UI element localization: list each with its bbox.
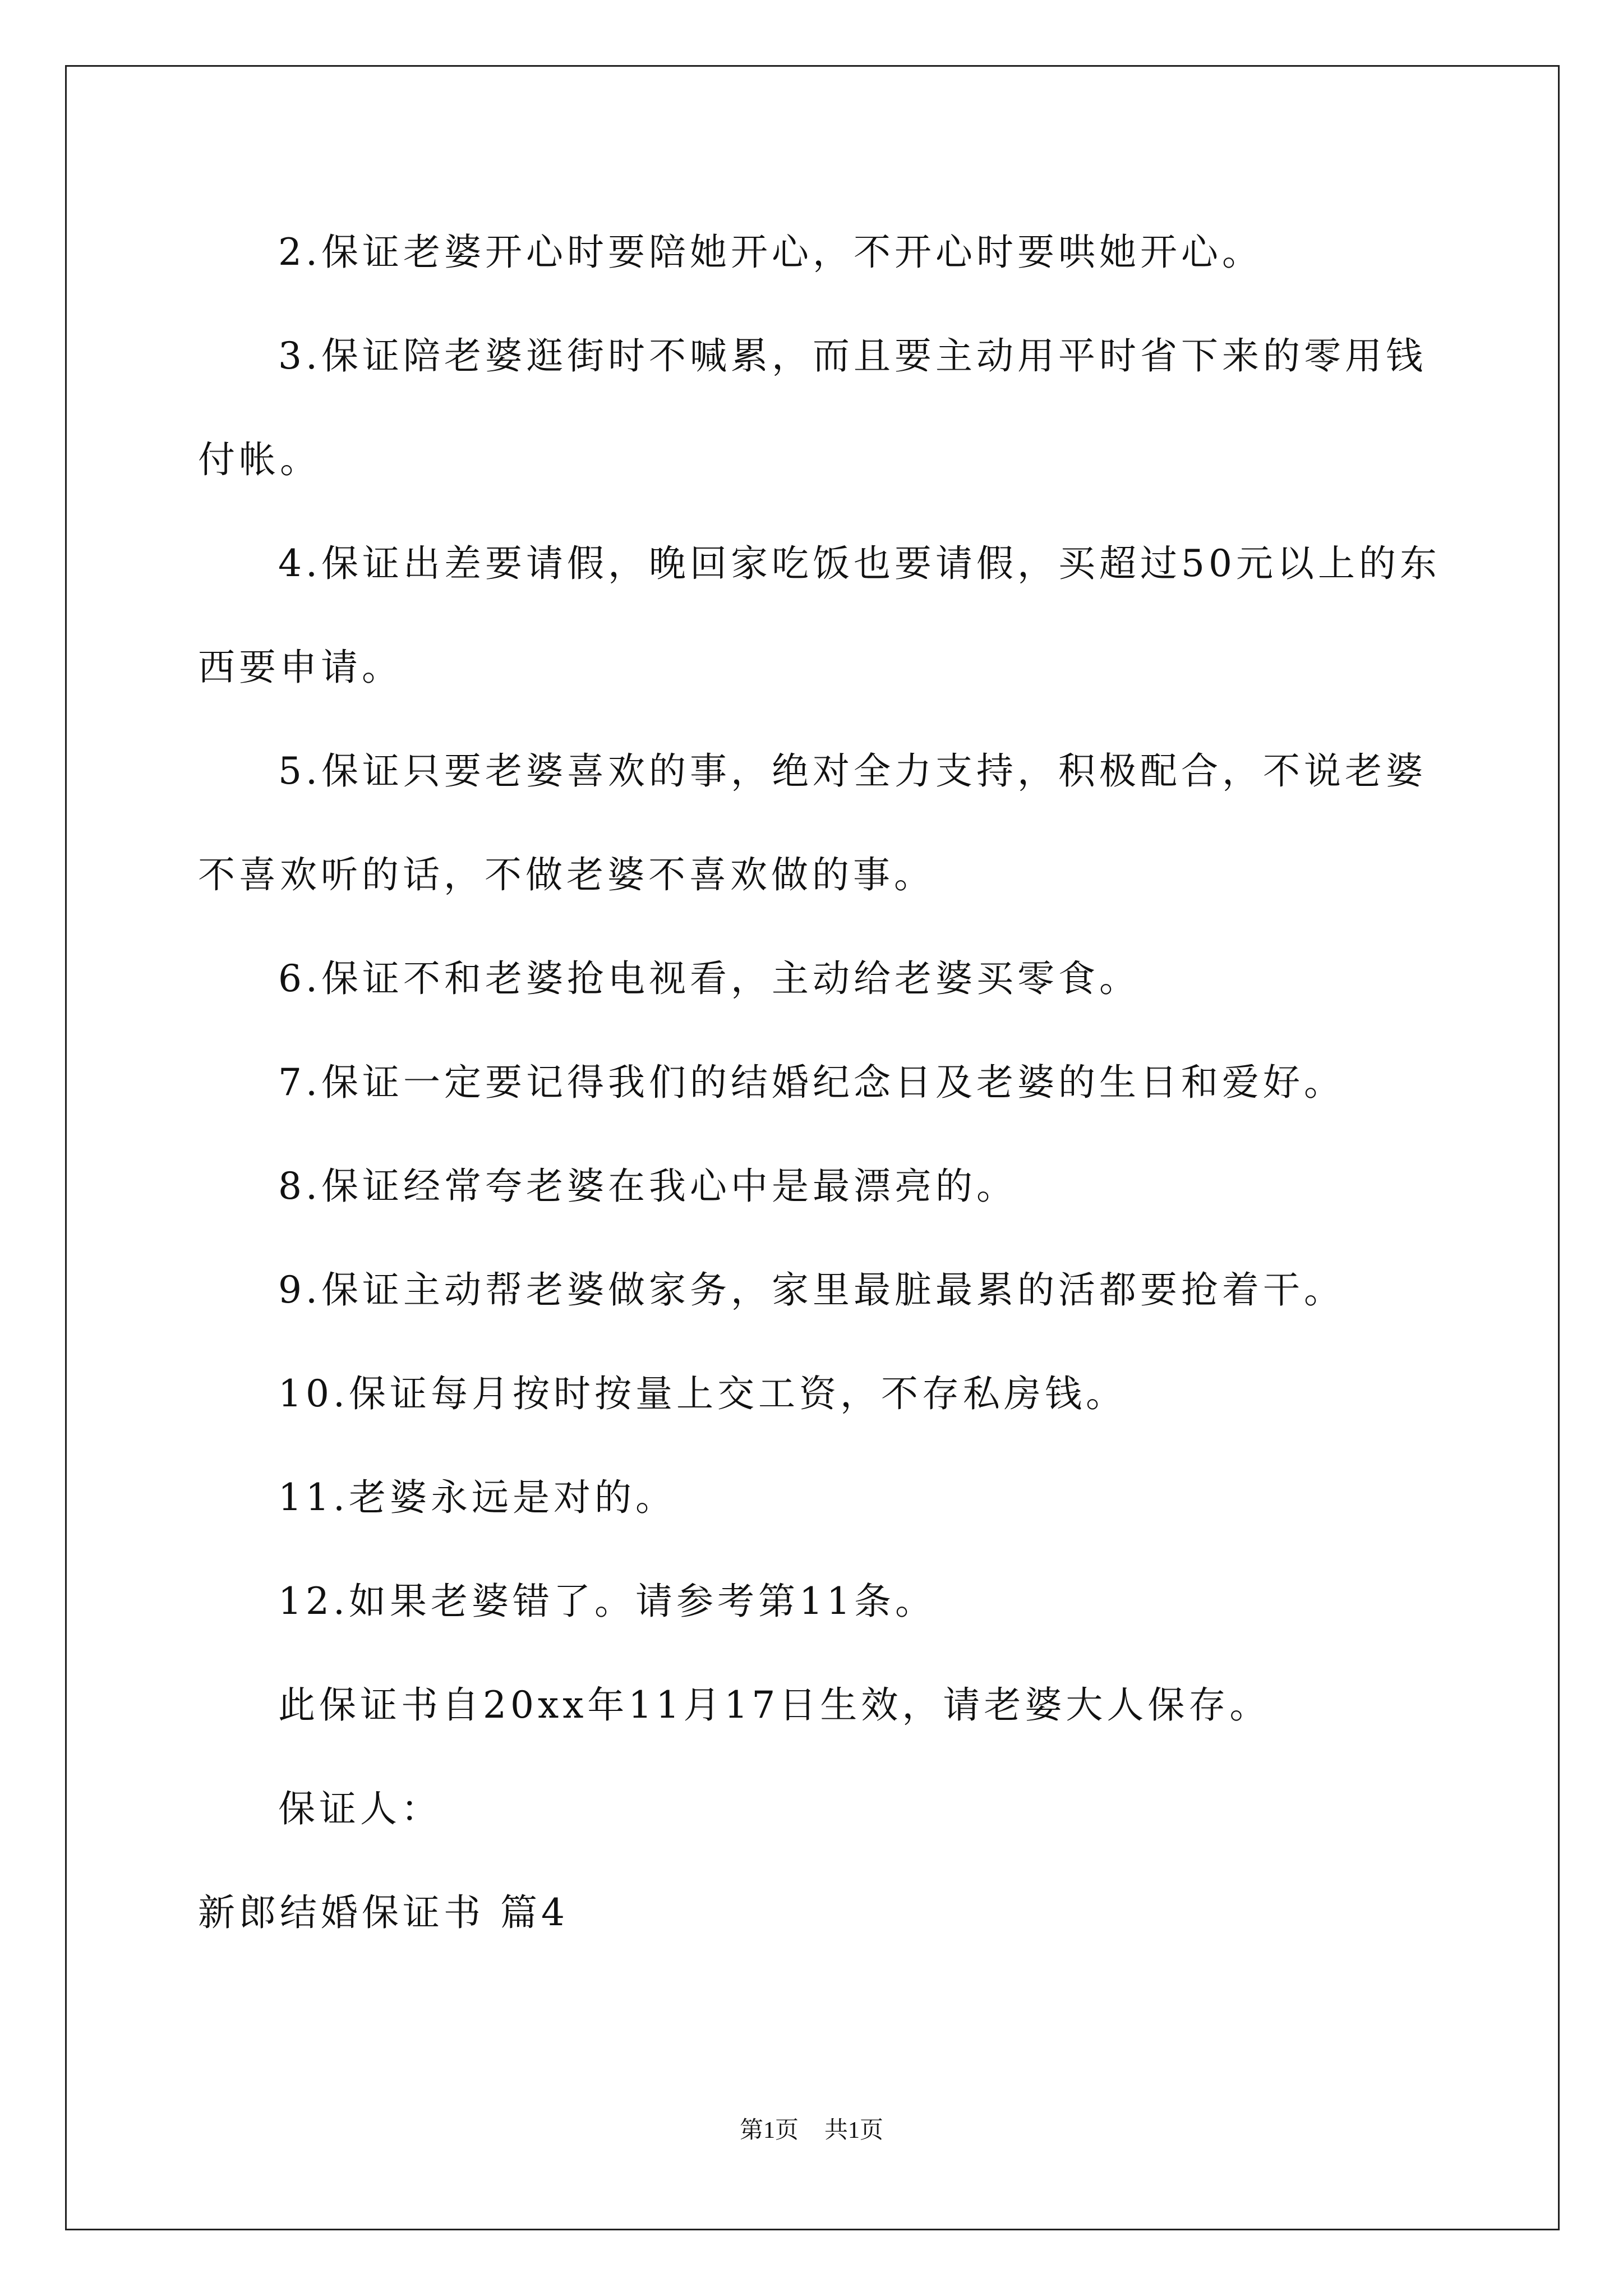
clause-3-continuation: 付帐。 bbox=[198, 438, 321, 481]
clause-12: 12.如果老婆错了。请参考第11条。 bbox=[278, 1580, 936, 1623]
clause-5-continuation: 不喜欢听的话，不做老婆不喜欢做的事。 bbox=[198, 853, 935, 896]
clause-6: 6.保证不和老婆抢电视看，主动给老婆买零食。 bbox=[278, 957, 1140, 1000]
effective-date-statement: 此保证书自20xx年11月17日生效，请老婆大人保存。 bbox=[278, 1683, 1271, 1727]
guarantor-label: 保证人： bbox=[278, 1787, 442, 1830]
clause-4: 4.保证出差要请假，晚回家吃饭也要请假，买超过50元以上的东 bbox=[278, 542, 1441, 585]
page-number-total: 共1页 bbox=[824, 2118, 884, 2143]
clause-11: 11.老婆永远是对的。 bbox=[278, 1476, 676, 1519]
clause-8: 8.保证经常夸老婆在我心中是最漂亮的。 bbox=[278, 1165, 1017, 1208]
clause-9: 9.保证主动帮老婆做家务，家里最脏最累的活都要抢着干。 bbox=[278, 1268, 1345, 1312]
section-heading: 新郎结婚保证书 篇4 bbox=[198, 1891, 569, 1934]
clause-10: 10.保证每月按时按量上交工资，不存私房钱。 bbox=[278, 1372, 1127, 1415]
clause-7: 7.保证一定要记得我们的结婚纪念日及老婆的生日和爱好。 bbox=[278, 1061, 1345, 1104]
clause-5: 5.保证只要老婆喜欢的事，绝对全力支持，积极配合，不说老婆 bbox=[278, 749, 1427, 793]
page-number-current: 第1页 bbox=[739, 2118, 799, 2143]
page-footer bbox=[0, 2116, 1623, 2145]
clause-2: 2.保证老婆开心时要陪她开心，不开心时要哄她开心。 bbox=[278, 231, 1263, 274]
clause-3: 3.保证陪老婆逛街时不喊累，而且要主动用平时省下来的零用钱 bbox=[278, 334, 1427, 378]
clause-4-continuation: 西要申请。 bbox=[198, 646, 403, 689]
